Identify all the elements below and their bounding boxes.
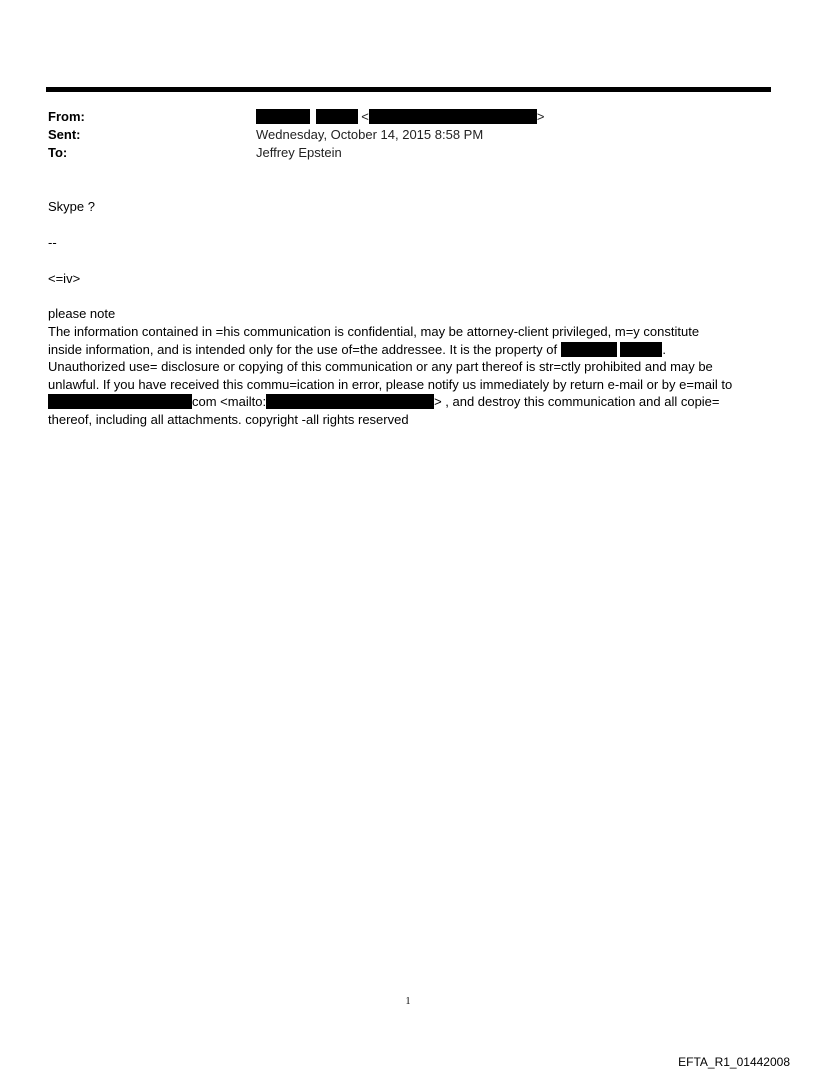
disclaimer-text: inside information, and is intended only for the use of=the addressee. It is the property of — [48, 341, 558, 357]
header-rule — [46, 87, 771, 92]
disclaimer-line: unlawful. If you have received this commu=ication in error, please notify us immediately by return e-mail or by e=mail to — [48, 376, 733, 392]
sent-label: Sent: — [48, 127, 81, 142]
disclaimer-text: com <mailto: — [192, 394, 267, 409]
disclaimer-text: > , and destroy this communication and all copie= — [434, 394, 720, 409]
from-open-bracket: < — [361, 109, 369, 124]
disclaimer-line: The information contained in =his communication is confidential, may be attorney-client privileged, m=y constitute — [48, 324, 700, 339]
body-line-skype: Skype ? — [48, 199, 95, 214]
disclaimer-line — [48, 341, 778, 359]
to-label: To: — [48, 145, 68, 160]
redaction-box — [256, 109, 310, 124]
sent-value: Wednesday, October 14, 2015 8:58 PM — [256, 127, 484, 142]
redaction-box — [266, 394, 434, 409]
confidentiality-disclaimer — [48, 323, 778, 428]
page-number: 1 — [405, 996, 411, 1007]
body-line-please-note: please note — [48, 306, 116, 321]
disclaimer-line — [48, 393, 778, 411]
body-line-tag: <=iv> — [48, 271, 81, 286]
disclaimer-line: Unauthorized use= disclosure or copying of this communication or any part thereof is str=ctly prohibited and may be — [48, 359, 713, 374]
to-value: Jeffrey Epstein — [256, 145, 342, 160]
disclaimer-text: . — [662, 341, 666, 357]
from-label: From: — [48, 109, 85, 124]
from-value — [256, 109, 544, 125]
redaction-box — [48, 394, 192, 409]
redaction-box — [561, 342, 617, 357]
body-line-separator: -- — [48, 235, 57, 250]
redaction-box — [316, 109, 358, 124]
redaction-box — [620, 342, 662, 357]
from-close-bracket: > — [536, 109, 545, 124]
disclaimer-line: thereof, including all attachments. copyright -all rights reserved — [48, 411, 409, 427]
document-id: EFTA_R1_01442008 — [678, 1055, 790, 1069]
redaction-box — [369, 109, 537, 124]
